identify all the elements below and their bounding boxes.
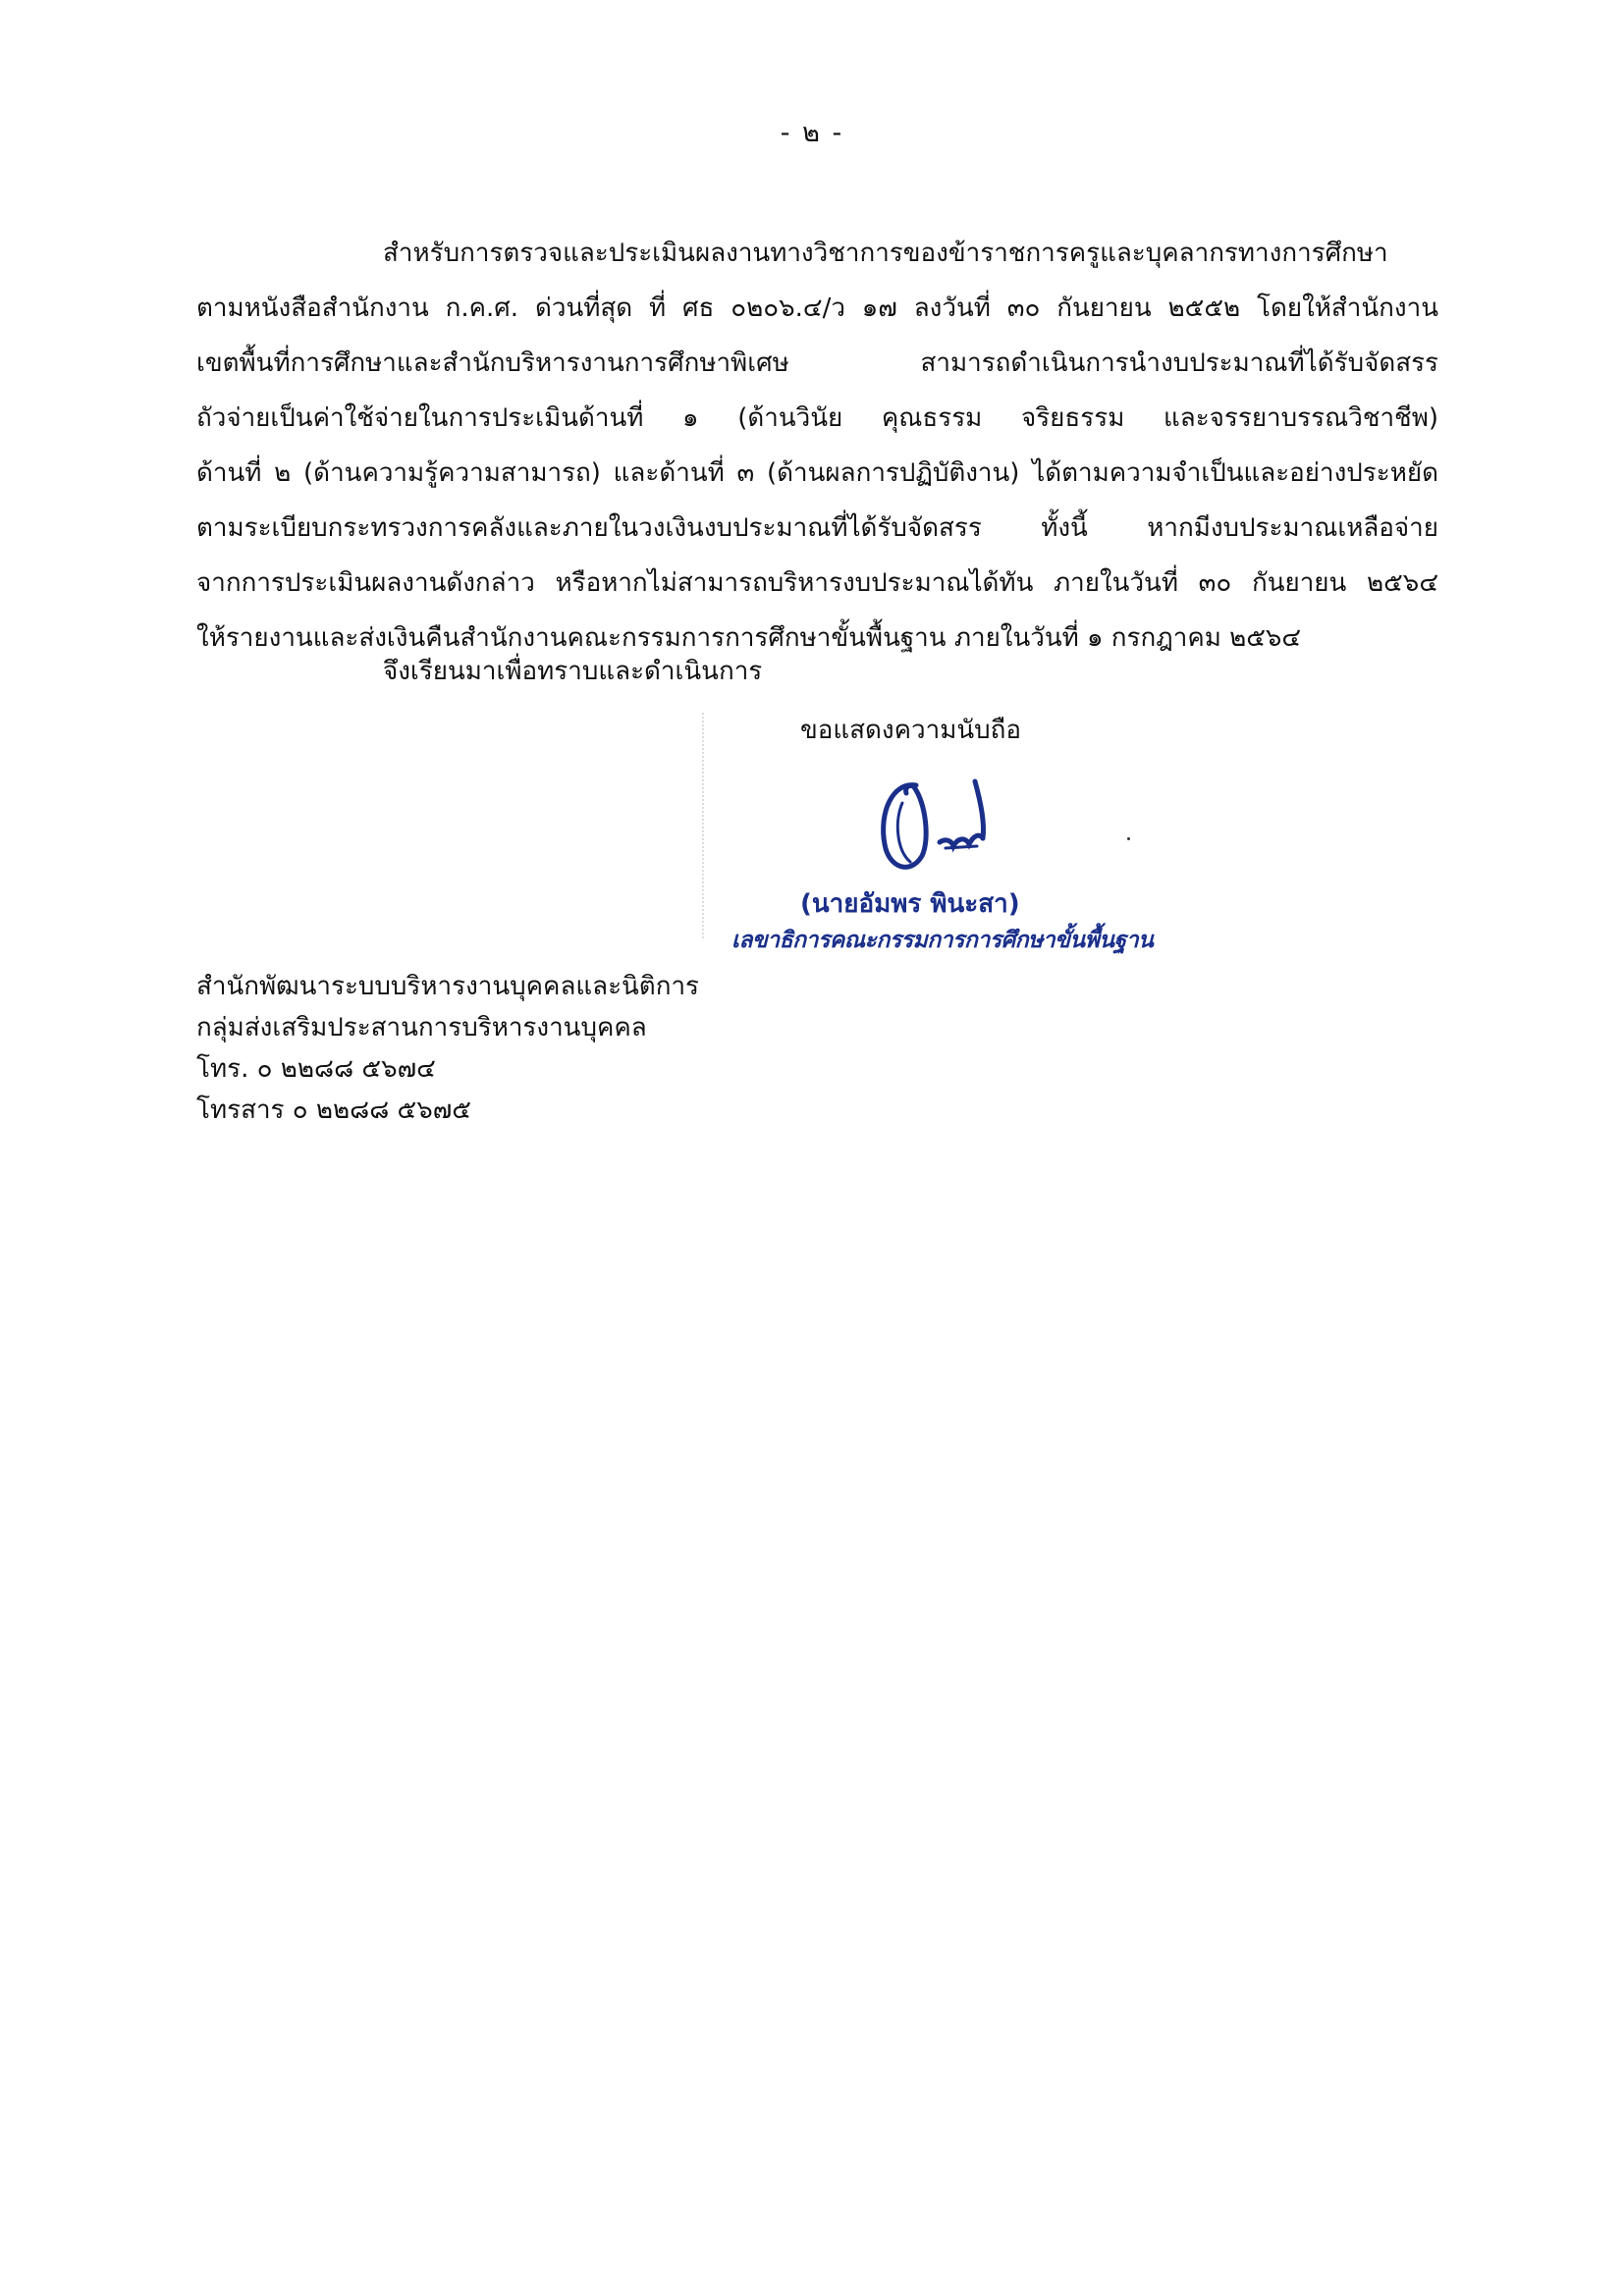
contact-block	[196, 966, 699, 1131]
paragraph-line: ถัวจ่ายเป็นค่าใช้จ่ายในการประเมินด้านที่ ๑ (ด้านวินัย คุณธรรม จริยธรรม และจรรยาบรรณวิชาชีพ)	[196, 403, 1438, 433]
paragraph-line: ให้รายงานและส่งเงินคืนสำนักงานคณะกรรมการการศึกษาขั้นพื้นฐาน ภายในวันที่ ๑ กรกฎาคม ๒๕๖๔	[196, 623, 1302, 653]
handwritten-signature	[859, 774, 1016, 891]
group-name: กลุ่มส่งเสริมประสานการบริหารงานบุคคล	[196, 1013, 647, 1042]
paragraph-line: ด้านที่ ๒ (ด้านความรู้ความสามารถ) และด้านที่ ๓ (ด้านผลการปฏิบัติงาน) ได้ตามความจำเป็นและอย่างประหยัด	[196, 458, 1438, 488]
complimentary-close: ขอแสดงความนับถือ	[800, 716, 1021, 745]
closing-statement: จึงเรียนมาเพื่อทราบและดำเนินการ	[383, 657, 763, 686]
paragraph-line: จากการประเมินผลงานดังกล่าว หรือหากไม่สามารถบริหารงบประมาณได้ทัน ภายในวันที่ ๓๐ กันยายน ๒๕๖๔	[196, 568, 1438, 598]
signer-title: เลขาธิการคณะกรรมการการศึกษาขั้นพื้นฐาน	[731, 928, 1154, 953]
ink-dot	[1127, 837, 1130, 840]
phone-number: โทร. ๐ ๒๒๘๘ ๕๖๗๔	[196, 1054, 436, 1084]
signature-block	[702, 703, 1232, 968]
paragraph-line: เขตพื้นที่การศึกษาและสำนักบริหารงานการศึกษาพิเศษ สามารถดำเนินการนำงบประมาณที่ได้รับจัดสรร	[196, 348, 1438, 378]
fax-number: โทรสาร ๐ ๒๒๘๘ ๕๖๗๕	[196, 1095, 471, 1125]
office-name: สำนักพัฒนาระบบบริหารงานบุคคลและนิติการ	[196, 972, 700, 1001]
divider	[702, 713, 706, 938]
page-number: - ๒ -	[780, 118, 844, 148]
signer-name: (นายอัมพร พินะสา)	[800, 889, 1020, 919]
paragraph-line: สำหรับการตรวจและประเมินผลงานทางวิชาการของข้าราชการครูและบุคลากรทางการศึกษา	[383, 239, 1388, 268]
paragraph-line: ตามระเบียบกระทรวงการคลังและภายในวงเงินงบประมาณที่ได้รับจัดสรร ทั้งนี้ หากมีงบประมาณเหลือจ่าย	[196, 513, 1438, 543]
paragraph-line: ตามหนังสือสำนักงาน ก.ค.ศ. ด่วนที่สุด ที่ ศธ ๐๒๐๖.๔/ว ๑๗ ลงวันที่ ๓๐ กันยายน ๒๕๕๒ โดยให้สำนักงาน	[196, 294, 1438, 323]
